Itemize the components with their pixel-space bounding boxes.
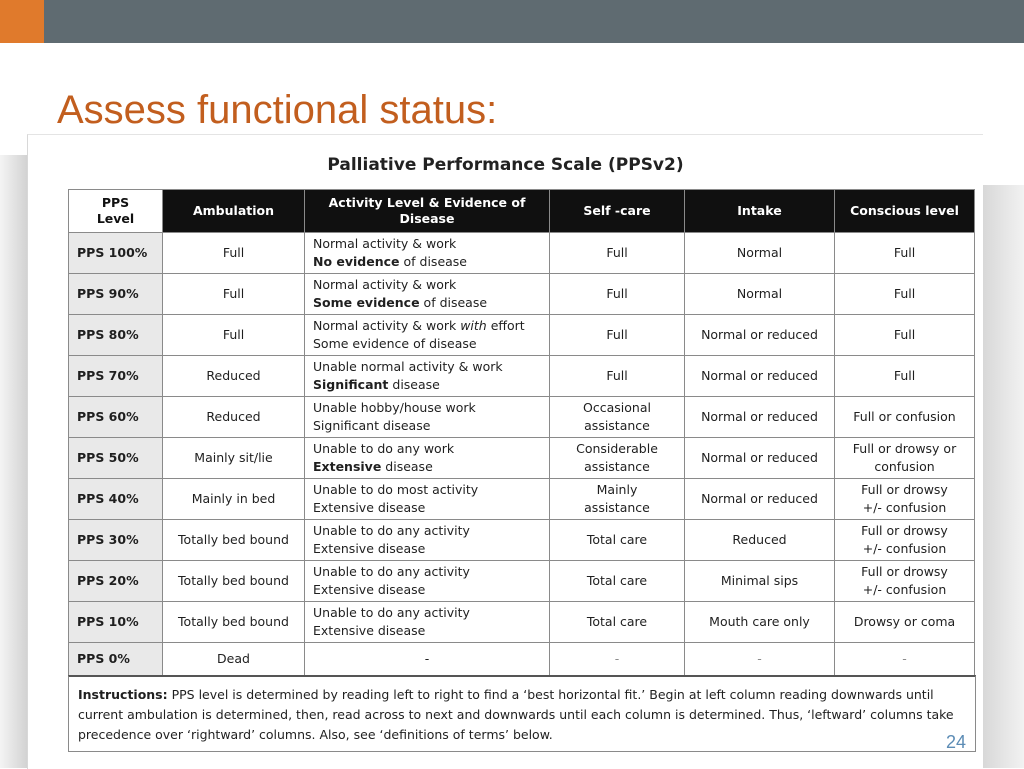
cell-level: PPS 20% [69,561,163,602]
table-row [69,561,975,602]
activity-emphasis: No evidence [313,254,400,269]
header-pps-level-line1: PPS [101,195,130,210]
table-row [69,397,975,438]
cell-level: PPS 70% [69,356,163,397]
activity-line1: Unable to do any activity [313,605,470,620]
cell-conscious [835,438,975,479]
table-row [69,602,975,643]
top-bar [0,0,1024,43]
activity-line2: of disease [399,254,467,269]
slide-title: Assess functional status: [57,88,498,132]
cell-level: PPS 10% [69,602,163,643]
cell-activity [305,520,550,561]
selfcare-line2: assistance [584,459,650,474]
activity-line2: Extensive disease [313,582,426,597]
conscious-line1: Full or drowsy or [852,441,957,456]
activity-line1: Unable to do most activity [313,482,479,497]
cell-level: PPS 60% [69,397,163,438]
cell-conscious [835,520,975,561]
activity-line1-end: effort [486,318,525,333]
cell-ambulation: Reduced [163,397,305,438]
cell-activity [305,274,550,315]
cell-level: PPS 50% [69,438,163,479]
conscious-line2: confusion [874,459,935,474]
activity-line2: Some evidence of disease [313,336,477,351]
activity-emphasis: Significant [313,377,389,392]
selfcare-line2: assistance [584,418,650,433]
activity-line1: Normal activity & work [313,277,457,292]
cell-activity: - [305,643,550,676]
cell-ambulation: Reduced [163,356,305,397]
cell-ambulation: Mainly in bed [163,479,305,520]
conscious-line2: +/- confusion [862,582,947,597]
cell-ambulation: Dead [163,643,305,676]
selfcare-line1: Considerable [576,441,658,456]
activity-line1: Unable hobby/house work [313,400,476,415]
cell-selfcare: Full [550,274,685,315]
cell-ambulation: Full [163,315,305,356]
conscious-line2: +/- confusion [862,500,947,515]
table-row [69,520,975,561]
cell-selfcare [550,397,685,438]
cell-selfcare: Full [550,233,685,274]
cell-selfcare: Full [550,315,685,356]
cell-selfcare: Total care [550,520,685,561]
cell-intake: Normal or reduced [685,315,835,356]
header-intake: Intake [685,190,835,233]
table-title: Palliative Performance Scale (PPSv2) [327,155,684,175]
cell-intake: Mouth care only [685,602,835,643]
cell-conscious: - [835,643,975,676]
selfcare-line2: assistance [584,500,650,515]
left-shadow [0,155,30,768]
cell-selfcare [550,438,685,479]
header-pps-level [69,190,163,233]
cell-selfcare: Total care [550,602,685,643]
header-pps-level-line2: Level [96,211,135,226]
cell-level: PPS 80% [69,315,163,356]
cell-level: PPS 30% [69,520,163,561]
cell-activity [305,438,550,479]
table-row [69,438,975,479]
activity-line1: Normal activity & work [313,318,461,333]
conscious-line1: Full or drowsy [861,523,948,538]
cell-conscious [835,479,975,520]
table-row [69,643,975,676]
right-shadow [980,185,1024,768]
cell-conscious: Full [835,315,975,356]
activity-line1: Unable normal activity & work [313,359,503,374]
top-bar-accent [0,0,44,43]
cell-activity [305,315,550,356]
cell-selfcare: Total care [550,561,685,602]
cell-intake: Normal or reduced [685,397,835,438]
activity-line1: Unable to do any activity [313,523,470,538]
activity-italic: with [460,318,487,333]
cell-activity [305,479,550,520]
cell-selfcare: Full [550,356,685,397]
activity-line1: Normal activity & work [313,236,457,251]
selfcare-line1: Mainly [596,482,638,497]
selfcare-line1: Occasional [583,400,651,415]
activity-line2: Extensive disease [313,500,426,515]
cell-ambulation: Totally bed bound [163,561,305,602]
cell-intake: Normal or reduced [685,479,835,520]
cell-activity [305,602,550,643]
activity-line2: disease [381,459,433,474]
cell-conscious: Full [835,233,975,274]
cell-intake: Normal [685,233,835,274]
cell-ambulation: Full [163,274,305,315]
cell-ambulation: Full [163,233,305,274]
cell-conscious: Full [835,274,975,315]
table-row [69,315,975,356]
header-ambulation: Ambulation [163,190,305,233]
cell-activity [305,356,550,397]
activity-emphasis: Some evidence [313,295,420,310]
cell-selfcare [550,479,685,520]
cell-conscious: Full or confusion [835,397,975,438]
instructions-box [68,675,976,752]
table-row [69,356,975,397]
cell-selfcare: - [550,643,685,676]
conscious-line1: Full or drowsy [861,564,948,579]
cell-conscious [835,561,975,602]
cell-intake: Reduced [685,520,835,561]
pps-table [68,189,975,676]
instructions-text: PPS level is determined by reading left to right to find a ‘best horizontal fit.’ Begin at left column reading downwards until current ambulation is determined, then, read across to next and downwards until each column is determined. Thus, ‘leftward’ columns take precedence over ‘rightward’ columns. Also, see ‘definitions of terms’ below. [78,687,954,742]
cell-intake: - [685,643,835,676]
cell-level: PPS 0% [69,643,163,676]
activity-line1: Unable to do any activity [313,564,470,579]
header-activity-line2: Disease [399,211,455,226]
cell-intake: Normal or reduced [685,438,835,479]
instructions-label: Instructions: [78,687,168,702]
cell-level: PPS 90% [69,274,163,315]
cell-conscious: Full [835,356,975,397]
activity-line2: Significant disease [313,418,431,433]
activity-line2: Extensive disease [313,541,426,556]
header-activity [305,190,550,233]
activity-emphasis: Extensive [313,459,382,474]
header-row [69,190,975,233]
cell-ambulation: Totally bed bound [163,602,305,643]
cell-intake: Minimal sips [685,561,835,602]
header-activity-line1: Activity Level & Evidence of [328,195,526,210]
cell-intake: Normal [685,274,835,315]
header-conscious: Conscious level [835,190,975,233]
cell-level: PPS 40% [69,479,163,520]
activity-line2: disease [388,377,440,392]
table-row [69,479,975,520]
cell-activity [305,561,550,602]
table-row [69,274,975,315]
cell-activity [305,233,550,274]
cell-intake: Normal or reduced [685,356,835,397]
cell-activity [305,397,550,438]
cell-ambulation: Mainly sit/lie [163,438,305,479]
pps-document [27,134,983,769]
activity-line2: Extensive disease [313,623,426,638]
header-selfcare: Self -care [550,190,685,233]
cell-conscious: Drowsy or coma [835,602,975,643]
activity-line1: Unable to do any work [313,441,455,456]
page-number: 24 [946,732,967,752]
cell-ambulation: Totally bed bound [163,520,305,561]
cell-level: PPS 100% [69,233,163,274]
table-row [69,233,975,274]
conscious-line1: Full or drowsy [861,482,948,497]
conscious-line2: +/- confusion [862,541,947,556]
activity-line2: of disease [419,295,488,310]
